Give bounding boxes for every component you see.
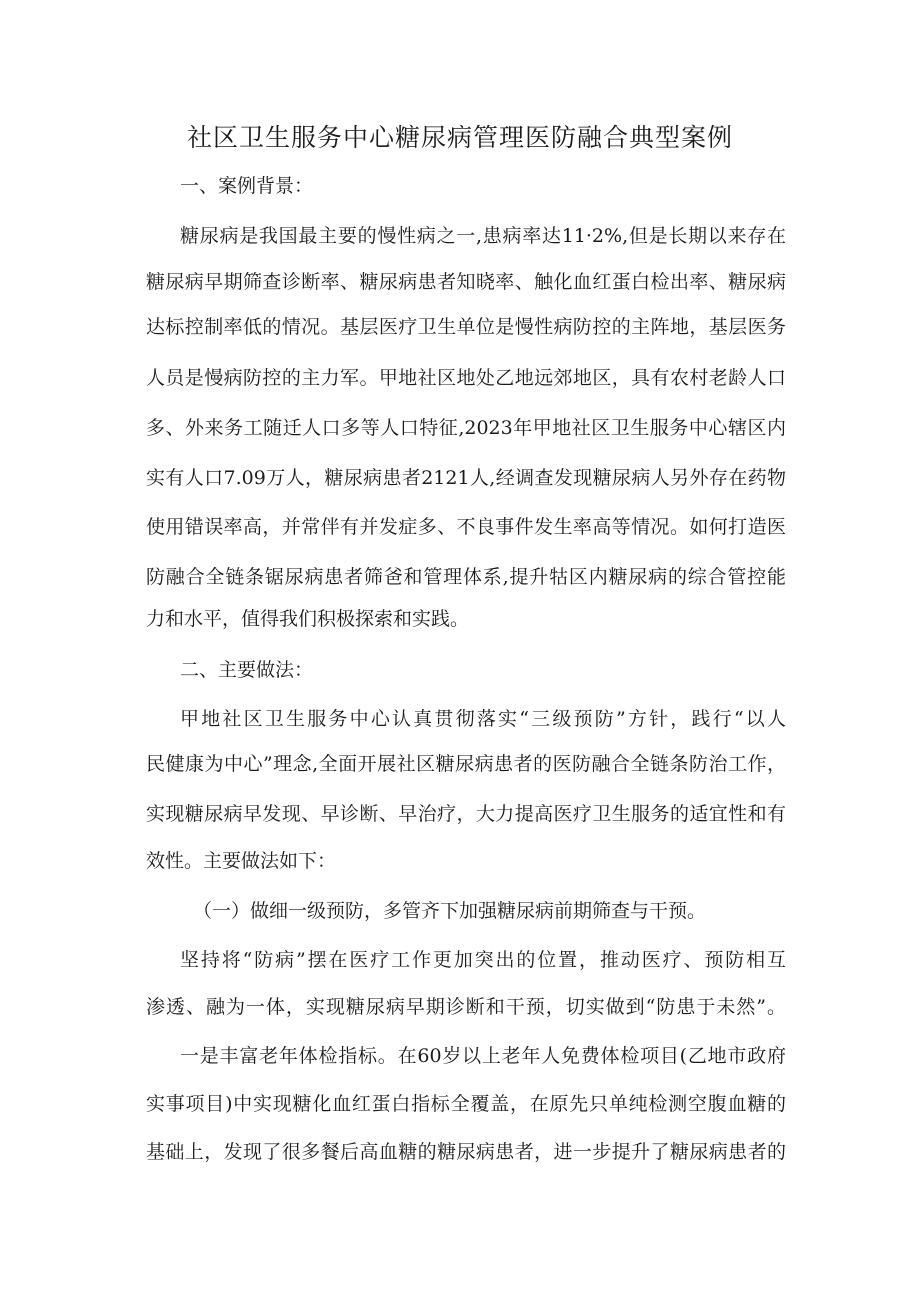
document-title: 社区卫生服务中心糖尿病管理医防融合典型案例 xyxy=(186,123,733,152)
paragraph-line: 力和水平，值得我们积极探索和实践。 xyxy=(146,608,470,630)
paragraph-line: 一是丰富老年体检指标。在60岁以上老年人免费体检项目(乙地市政府 xyxy=(180,1045,786,1067)
paragraph-line: 渗透、融为一体，实现糖尿病早期诊断和干预，切实做到“防患于未然”。 xyxy=(146,996,786,1018)
paragraph-line: 防融合全链条锯尿病患者筛爸和管理体系,提升牯区内糖尿病的综合管控能 xyxy=(146,566,786,588)
paragraph-line: 实事项目)中实现糖化血红蛋白指标全覆盖，在原先只单纯检测空腹血糖的 xyxy=(146,1093,786,1115)
paragraph-line: 人员是慢病防控的主力军。甲地社区地处乙地远郊地区，具有农村老龄人口 xyxy=(146,367,786,389)
paragraph-line: 实现糖尿病早发现、早诊断、早治疗，大力提高医疗卫生服务的适宜性和有 xyxy=(146,803,786,825)
paragraph-line: 基础上，发现了很多餐后高血糖的糖尿病患者，进一步提升了糖尿病患者的 xyxy=(146,1141,786,1163)
paragraph-line: 糖尿病是我国最主要的慢性病之一,患病率达11·2%,但是长期以来存在 xyxy=(180,225,786,247)
paragraph-line: 实有人口7.09万人，糖尿病患者2121人,经调查发现糖尿病人另外存在药物 xyxy=(146,467,786,489)
paragraph-line: 民健康为中心”理念,全面开展社区糖尿病患者的医防融合全链条防治工作， xyxy=(146,753,786,775)
paragraph-line: 甲地社区卫生服务中心认真贯彻落实“三级预防”方针，践行“以人 xyxy=(180,708,786,730)
paragraph-line: 达标控制率低的情况。基层医疗卫生单位是慢性病防控的主阵地，基层医务 xyxy=(146,316,786,338)
section-heading-background: 一、案例背景： xyxy=(180,175,314,197)
paragraph-line: 坚持将“防病”摆在医疗工作更加突出的位置，推动医疗、预防相互 xyxy=(180,949,786,971)
paragraph-line: 多、外来务工随迁人口多等人口特征,2023年甲地社区卫生服务中心辖区内 xyxy=(146,417,786,439)
paragraph-line: 效性。主要做法如下： xyxy=(146,850,337,872)
section-heading-methods: 二、主要做法： xyxy=(180,659,314,681)
subsection-heading: （一）做细一级预防，多管齐下加强糖尿病前期筛查与干预。 xyxy=(193,900,707,922)
paragraph-line: 糖尿病早期筛查诊断率、糖尿病患者知晓率、触化血红蛋白检出率、糖尿病 xyxy=(146,271,786,293)
paragraph-line: 使用错误率高，并常伴有并发症多、不良事件发生率高等情况。如何打造医 xyxy=(146,516,786,538)
